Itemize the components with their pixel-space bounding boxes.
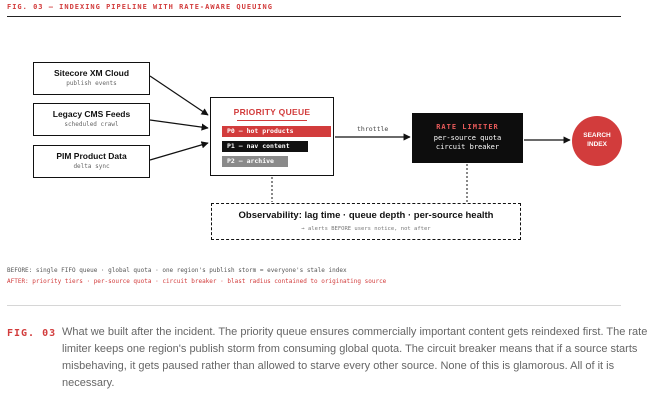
before-note: BEFORE: single FIFO queue · global quota · one region's publish storm = everyone's stale index <box>7 267 347 274</box>
observability-title: Observability: lag time · queue depth · per-source health <box>238 210 494 221</box>
priority-queue-title: PRIORITY QUEUE <box>233 107 311 117</box>
rate-limiter-line: circuit breaker <box>435 143 500 151</box>
tier-p0: P0 — hot products <box>222 126 331 137</box>
search-index-line: INDEX <box>587 141 607 148</box>
source-title: PIM Product Data <box>56 151 127 161</box>
source-sitecore-xm-cloud <box>33 62 150 95</box>
source-title: Legacy CMS Feeds <box>52 109 131 119</box>
after-note: AFTER: priority tiers · per-source quota · circuit breaker · blast radius contained to originating source <box>7 278 387 285</box>
source-title: Sitecore XM Cloud <box>53 68 130 78</box>
observability-box <box>211 203 521 240</box>
arrow-sitecore-to-queue <box>150 76 208 115</box>
figure-title: FIG. 03 — INDEXING PIPELINE WITH RATE-AWARE QUEUING <box>7 3 273 11</box>
observability-subtitle: → alerts BEFORE users notice, not after <box>301 226 431 232</box>
rate-limiter-box <box>412 113 523 163</box>
caption-label: FIG. 03 <box>7 328 57 339</box>
arrow-pim-to-queue <box>150 143 208 160</box>
source-pim-product-data <box>33 145 150 178</box>
caption-text: What we built after the incident. The priority queue ensures commercially important content gets reindexed first. The rate limiter keeps one region's publish storm from consuming global quota. The circuit breaker means that if a source starts misbehaving, it gets paused rather than allowed to starve every other source. None of this is glamorous. All of it is necessary. <box>62 326 648 389</box>
source-subtitle: delta sync <box>73 163 110 170</box>
rate-limiter-title: RATE LIMITER <box>436 123 499 131</box>
source-subtitle: publish events <box>66 80 117 87</box>
throttle-label: throttle <box>357 125 389 133</box>
priority-queue-box <box>210 97 334 176</box>
rate-limiter-line: per-source quota <box>433 134 502 142</box>
search-index-node <box>572 116 622 166</box>
arrow-legacy-to-queue <box>150 120 208 128</box>
source-subtitle: scheduled crawl <box>64 121 119 128</box>
priority-queue-underline <box>237 120 307 121</box>
caption-divider <box>7 305 621 306</box>
source-legacy-cms-feeds <box>33 103 150 136</box>
tier-p1: P1 — nav content <box>222 141 308 152</box>
search-index-line: SEARCH <box>583 132 611 139</box>
tier-p2: P2 — archive <box>222 156 288 167</box>
